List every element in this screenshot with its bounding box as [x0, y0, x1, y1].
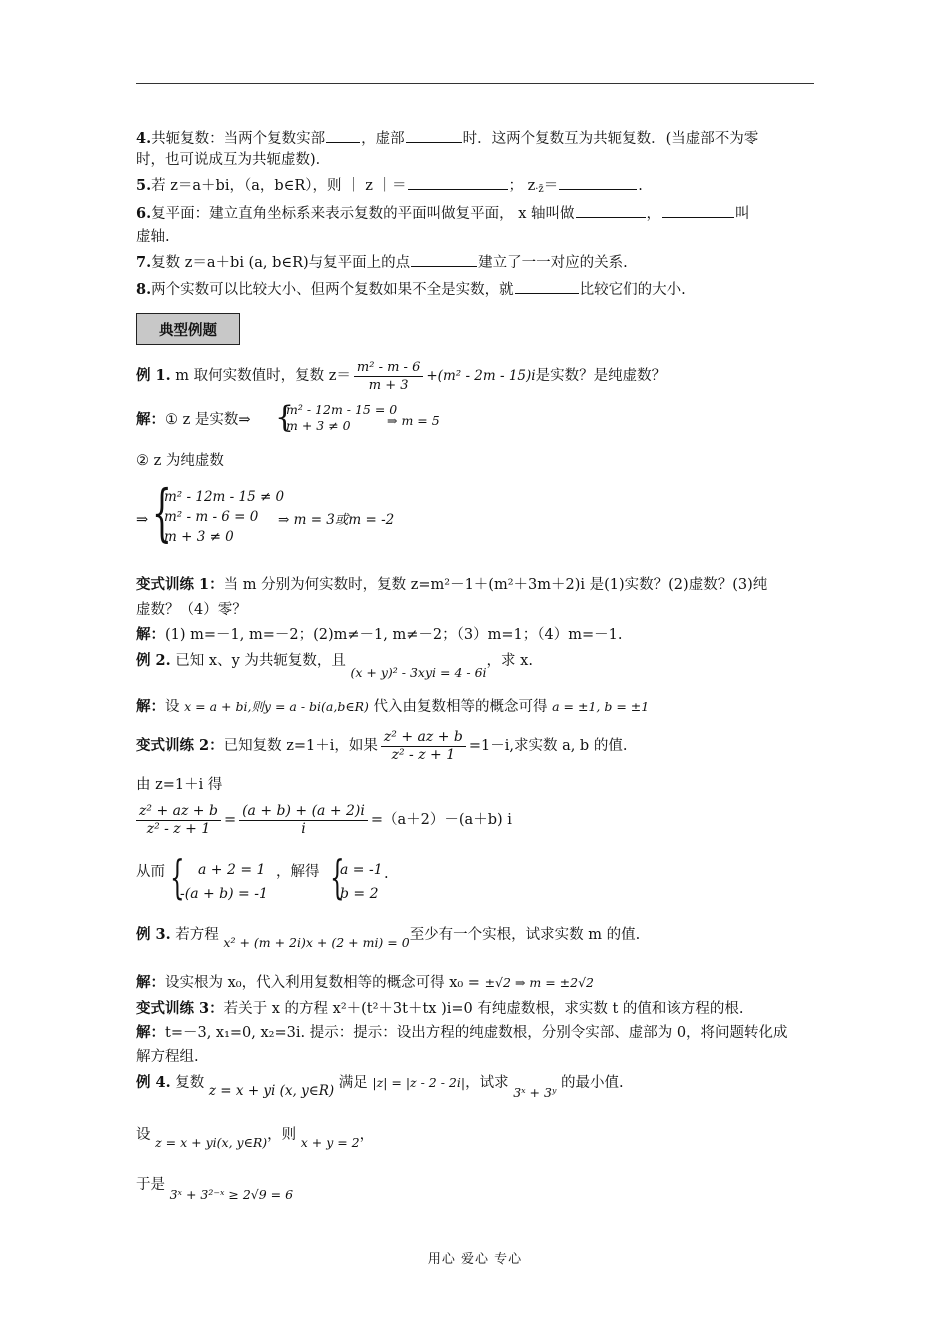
- example-3-solution: [136, 973, 594, 993]
- variant-2-fraction-c: [239, 803, 368, 838]
- variant-2-fraction: [381, 729, 466, 764]
- example-2-solution: [136, 697, 649, 717]
- item-6-number: 6.: [136, 205, 152, 222]
- item-7-tail: 建立了一一对应的关系.: [478, 255, 628, 271]
- item-6: [136, 203, 750, 224]
- example-4-condition: |z| = |z - 2 - 2i|: [372, 1075, 466, 1090]
- blank-modulus[interactable]: [408, 175, 508, 190]
- example-3-solution-label: 解：: [136, 974, 165, 991]
- example-4: [136, 1073, 624, 1100]
- fraction-denominator: m + 3: [368, 377, 409, 393]
- example-2-solution-label: 解：: [136, 698, 165, 715]
- item-5-dot: .: [638, 178, 643, 194]
- example-1: [136, 358, 666, 394]
- item-8: [136, 279, 686, 300]
- system-2-eq-a: m² - 12m - 15 ≠ 0: [164, 489, 285, 505]
- system-4-eq-b: b = 2: [340, 886, 379, 902]
- item-7-number: 7.: [136, 254, 152, 271]
- variant-3-solution-text-2: 解方程组.: [136, 1049, 199, 1065]
- equals-sign: =: [223, 812, 237, 828]
- solution-1-text: ① z 是实数⇒: [165, 412, 251, 428]
- system-4: [340, 858, 383, 906]
- variant-2: [136, 726, 627, 766]
- variant-2-tail: =1－i,求实数 a, b 的值.: [468, 738, 628, 754]
- variant-3-solution-text: t=－3, x₁=0, x₂=3i. 提示：提示：设出方程的纯虚数根，分别令实部、虚部为 0，将问题转化成: [165, 1025, 788, 1041]
- system-1-eq-a: m² - 12m - 15 = 0: [286, 402, 398, 417]
- system-3: [180, 858, 268, 906]
- item-5-eq: ＝: [543, 178, 559, 194]
- example-4-inequality: 3ˣ + 3²⁻ˣ ≥ 2√9 = 6: [169, 1187, 294, 1202]
- item-8-tail: 比较它们的大小.: [579, 282, 686, 298]
- brace-sys-3: {: [170, 850, 185, 904]
- example-3-solution-text: 设实根为 x₀，代入利用复数相等的概念可得 x₀ =: [165, 975, 480, 991]
- variant-1-solution: [136, 625, 622, 645]
- item-4-number: 4.: [136, 130, 152, 147]
- blank-correspondence[interactable]: [411, 252, 477, 267]
- variant-2-step-2: [136, 800, 512, 840]
- header-rule: [136, 83, 814, 84]
- blank-imag-part[interactable]: [406, 128, 462, 143]
- example-2-result: a = ±1, b = ±1: [552, 699, 650, 714]
- example-4-step-2: [136, 1175, 294, 1202]
- example-3-text: 若方程: [175, 927, 219, 943]
- example-4-tail: 的最小值.: [561, 1075, 624, 1091]
- example-1-term: +(m² - 2m - 15)i: [426, 368, 536, 384]
- example-2-equation: (x + y)² - 3xyi = 4 - 6i: [350, 665, 487, 680]
- example-4-then: ，则: [267, 1127, 297, 1143]
- fraction-numerator: z² + az + b: [136, 803, 221, 821]
- brace-sys-4: {: [330, 850, 345, 904]
- example-4-let: 设: [136, 1127, 151, 1143]
- blank-compare[interactable]: [515, 279, 579, 294]
- variant-3: [136, 999, 744, 1019]
- example-4-satisfy: 满足: [338, 1075, 368, 1091]
- system-1: [286, 402, 397, 434]
- item-8-number: 8.: [136, 281, 152, 298]
- example-2-substitution: x = a + bi,则y = a - bi(a,b∈R): [184, 699, 369, 714]
- fraction-denominator: z² - z + 1: [391, 746, 456, 763]
- variant-1-solution-text: (1) m=－1, m=－2；(2)m≠－1, m≠－2；（3）m=1；（4）m=－1.: [165, 627, 623, 643]
- example-3-equation: x² + (m + 2i)x + (2 + mi) = 0: [223, 935, 410, 950]
- variant-3-solution: [136, 1023, 788, 1043]
- variant-2-step-1: 由 z=1＋i 得: [136, 777, 223, 793]
- example-4-text: 复数: [175, 1075, 205, 1091]
- example-2-solution-b: 代入由复数相等的概念可得: [373, 699, 548, 715]
- item-6-line-2: 虚轴.: [136, 229, 170, 245]
- example-1-label: 例 1.: [136, 367, 171, 384]
- example-4-sum: x + y = 2: [300, 1135, 360, 1150]
- example-4-ask: ，试求: [465, 1075, 509, 1091]
- conjugate-mark: ·z̄: [535, 184, 544, 195]
- arrow-implies: ⇒: [136, 512, 149, 528]
- fraction-denominator: i: [301, 820, 306, 837]
- item-6-tail: 叫: [735, 206, 750, 222]
- example-4-let-expr: z = x + yi(x, y∈R): [155, 1135, 268, 1150]
- item-5: [136, 175, 643, 200]
- item-4-text-c: 时．这两个复数互为共轭复数．(当虚部不为零: [462, 131, 759, 147]
- section-title: 典型例题: [136, 313, 240, 345]
- result-2: ⇒ m = 3或m = -2: [278, 512, 395, 528]
- item-4-text-b: ，虚部: [361, 131, 405, 147]
- example-4-definition: z = x + yi (x, y∈R): [208, 1083, 335, 1099]
- blank-imag-axis[interactable]: [662, 203, 734, 218]
- brace-sys-2: {: [152, 476, 172, 549]
- variant-3-solution-label: 解：: [136, 1024, 165, 1041]
- example-3-label: 例 3.: [136, 926, 171, 943]
- item-7: [136, 252, 628, 273]
- variant-1-solution-label: 解：: [136, 626, 165, 643]
- fraction-numerator: m² - m - 6: [354, 359, 423, 377]
- system-3-eq-b: -(a + b) = -1: [180, 886, 268, 902]
- example-1-tail: 是实数？是纯虚数？: [535, 368, 667, 384]
- result-1: ⇒ m = 5: [387, 413, 440, 428]
- variant-3-label: 变式训练 3：: [136, 1000, 224, 1017]
- example-2-text: 已知 x、y 为共轭复数，且: [175, 653, 346, 669]
- example-3-tail: 至少有一个实根，试求实数 m 的值.: [409, 927, 641, 943]
- example-2-label: 例 2.: [136, 652, 171, 669]
- example-2: [136, 651, 533, 680]
- example-3-result: ±√2 ⇒ m = ±2√2: [484, 975, 595, 990]
- variant-1-text-2: 虚数？（4）零？: [136, 602, 247, 618]
- item-4-line-2: 时，也可说成互为共轭虚数)．: [136, 152, 331, 168]
- variant-2-fraction-b: [136, 803, 221, 838]
- blank-real-part[interactable]: [326, 128, 360, 143]
- example-2-solution-a: 设: [165, 699, 180, 715]
- fraction-denominator: z² - z + 1: [146, 820, 211, 837]
- variant-3-text: 若关于 x 的方程 x²＋(t²＋3t＋tx )i=0 有纯虚数根，求实数 t 的值和该方程的根.: [223, 1001, 744, 1017]
- item-5-text: 若 z＝a＋bi，（a，b∈R），则 ｜ z ｜＝: [151, 178, 407, 194]
- example-4-comma: ，: [359, 1127, 375, 1143]
- variant-1-text: 当 m 分别为何实数时，复数 z=m²－1＋(m²＋3m＋2)i 是(1)实数？(2)虚数？(3)纯: [223, 577, 768, 593]
- example-2-tail: ，求 x.: [486, 653, 533, 669]
- system-2-eq-b: m² - m - 6 = 0: [164, 509, 259, 525]
- variant-2-text: 已知复数 z=1＋i，如果: [223, 738, 378, 754]
- blank-product[interactable]: [559, 175, 637, 190]
- item-7-text: 复数 z＝a＋bi (a, b∈R)与复平面上的点: [151, 255, 411, 271]
- example-1-fraction: [354, 359, 423, 394]
- variant-1: [136, 575, 767, 595]
- system-2-eq-c: m + 3 ≠ 0: [164, 529, 234, 545]
- example-4-hence: 于是: [136, 1177, 165, 1193]
- variant-2-solve: ，解得: [276, 864, 320, 880]
- brace-sys-1: {: [275, 400, 295, 435]
- blank-real-axis[interactable]: [576, 203, 646, 218]
- example-4-expression: 3ˣ + 3ʸ: [513, 1085, 557, 1100]
- item-5-number: 5.: [136, 177, 152, 194]
- item-4-text: 共轭复数：当两个复数实部: [151, 131, 326, 147]
- variant-2-thus: 从而: [136, 864, 165, 880]
- fraction-numerator: z² + az + b: [381, 729, 466, 747]
- example-1-text: m 取何实数值时，复数 z＝: [175, 368, 351, 384]
- system-3-eq-a: a + 2 = 1: [198, 862, 266, 878]
- item-4: [136, 128, 758, 149]
- system-4-eq-a: a = -1: [340, 862, 383, 878]
- example-3: [136, 925, 641, 950]
- system-1-eq-b: m + 3 ≠ 0: [286, 418, 351, 433]
- item-8-text: 两个实数可以比较大小、但两个复数如果不全是实数，就: [151, 282, 514, 298]
- item-5-text-b: ； z: [508, 178, 536, 194]
- fraction-numerator: (a + b) + (a + 2)i: [239, 803, 368, 821]
- example-4-label: 例 4.: [136, 1074, 171, 1091]
- variant-2-label: 变式训练 2：: [136, 737, 224, 754]
- variant-2-dot: .: [384, 866, 389, 882]
- example-4-step-1: [136, 1125, 375, 1150]
- system-2: [164, 487, 284, 547]
- item-6-comma: ，: [646, 206, 662, 222]
- example-1-solution-2: ② z 为纯虚数: [136, 453, 224, 469]
- item-6-text: 复平面：建立直角坐标系来表示复数的平面叫做复平面， x 轴叫做: [151, 206, 575, 222]
- page-footer: 用心 爱心 专心: [427, 1252, 523, 1267]
- solution-label: 解：: [136, 411, 165, 428]
- variant-1-label: 变式训练 1：: [136, 576, 224, 593]
- variant-2-result: =（a＋2）－(a＋b) i: [370, 812, 512, 828]
- example-1-solution-1: [136, 410, 251, 430]
